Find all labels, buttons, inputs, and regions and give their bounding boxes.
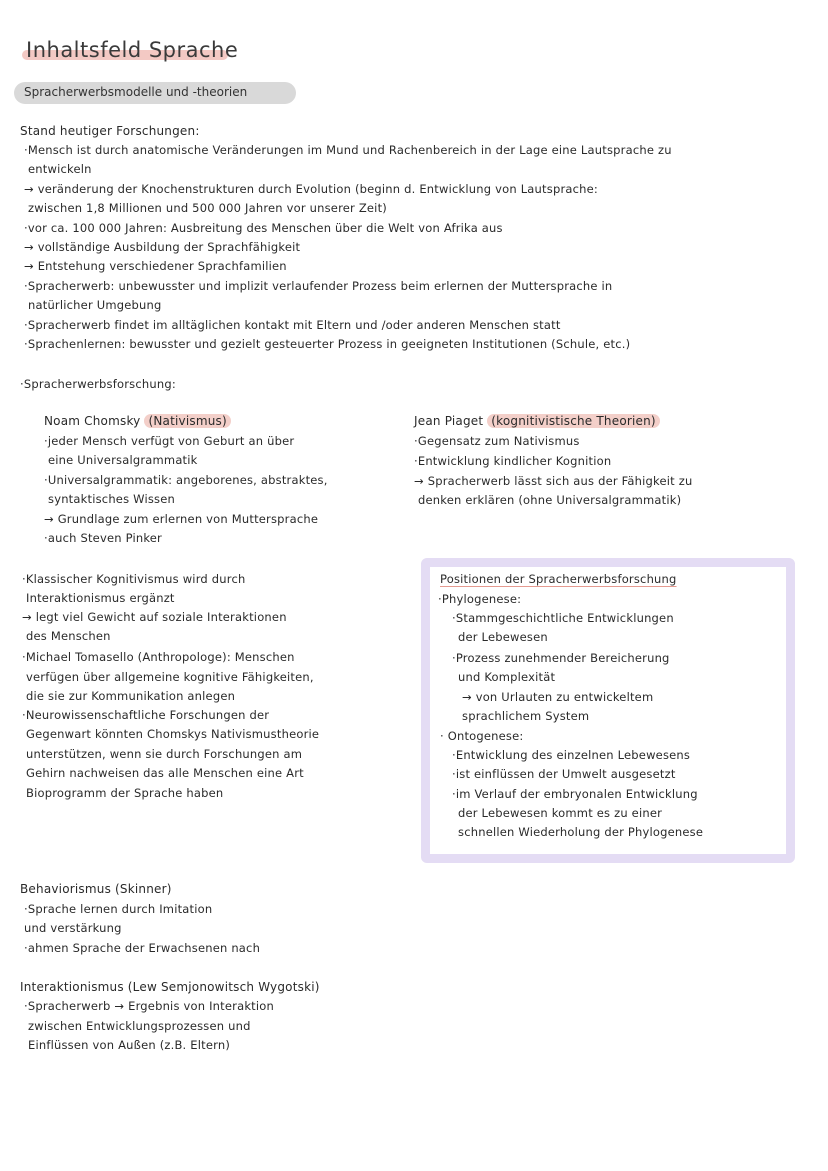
interaktionismus-heading: Interaktionismus (Lew Semjonowitsch Wygotski) bbox=[20, 980, 320, 994]
positionen-line: schnellen Wiederholung der Phylogenese bbox=[458, 825, 704, 839]
behaviorismus-line: ·ahmen Sprache der Erwachsenen nach bbox=[24, 941, 261, 955]
kognitivismus-line: des Menschen bbox=[26, 629, 111, 643]
stand-line: → vollständige Ausbildung der Sprachfähigkeit bbox=[24, 240, 301, 254]
kognitivismus-line: ·Neurowissenschaftliche Forschungen der bbox=[22, 708, 270, 722]
kognitivismus-line: Bioprogramm der Sprache haben bbox=[26, 786, 224, 800]
positionen-line: ·Prozess zunehmender Bereicherung bbox=[452, 651, 670, 665]
stand-line: ·Spracherwerb: unbewusster und implizit verlaufender Prozess beim erlernen der Muttersprache in bbox=[24, 279, 613, 293]
positionen-line: ·im Verlauf der embryonalen Entwicklung bbox=[452, 787, 698, 801]
kognitivismus-line: Gegenwart könnten Chomskys Nativismustheorie bbox=[26, 727, 320, 741]
stand-line: natürlicher Umgebung bbox=[28, 298, 162, 312]
positionen-line: ·Phylogenese: bbox=[438, 592, 522, 606]
kognitivismus-line: verfügen über allgemeine kognitive Fähigkeiten, bbox=[26, 670, 314, 684]
positionen-line: → von Urlauten zu entwickeltem bbox=[462, 690, 654, 704]
behaviorismus-line: ·Sprache lernen durch Imitation bbox=[24, 902, 213, 916]
stand-line: entwickeln bbox=[28, 162, 92, 176]
chomsky-line: eine Universalgrammatik bbox=[48, 453, 198, 467]
page-title: Inhaltsfeld Sprache bbox=[26, 38, 239, 62]
stand-line: zwischen 1,8 Millionen und 500 000 Jahren vor unserer Zeit) bbox=[28, 201, 387, 215]
subtitle: Spracherwerbsmodelle und -theorien bbox=[24, 85, 248, 99]
kognitivismus-line: Interaktionismus ergänzt bbox=[26, 591, 175, 605]
piaget-line: denken erklären (ohne Universalgrammatik) bbox=[418, 493, 682, 507]
stand-line: → Entstehung verschiedener Sprachfamilien bbox=[24, 259, 287, 273]
chomsky-line: → Grundlage zum erlernen von Muttersprache bbox=[44, 512, 319, 526]
chomsky-name: Noam Chomsky bbox=[44, 414, 141, 428]
interaktionismus-line: Einflüssen von Außen (z.B. Eltern) bbox=[28, 1038, 231, 1052]
positionen-line: der Lebewesen bbox=[458, 630, 548, 644]
positionen-line: der Lebewesen kommt es zu einer bbox=[458, 806, 663, 820]
interaktionismus-line: ·Spracherwerb → Ergebnis von Interaktion bbox=[24, 999, 275, 1013]
positionen-title: Positionen der Spracherwerbsforschung bbox=[440, 572, 677, 586]
chomsky-heading bbox=[44, 414, 231, 428]
stand-heading: Stand heutiger Forschungen: bbox=[20, 124, 200, 138]
kognitivismus-line: unterstützen, wenn sie durch Forschungen am bbox=[26, 747, 303, 761]
chomsky-tag: (Nativismus) bbox=[144, 414, 230, 428]
kognitivismus-line: die sie zur Kommunikation anlegen bbox=[26, 689, 236, 703]
positionen-line: und Komplexität bbox=[458, 670, 556, 684]
piaget-name: Jean Piaget bbox=[414, 414, 484, 428]
piaget-line: → Spracherwerb lässt sich aus der Fähigkeit zu bbox=[414, 474, 693, 488]
behaviorismus-heading: Behaviorismus (Skinner) bbox=[20, 882, 172, 896]
kognitivismus-line: Gehirn nachweisen das alle Menschen eine Art bbox=[26, 766, 304, 780]
stand-line: ·Sprachenlernen: bewusster und gezielt gesteuerter Prozess in geeigneten Institutionen (Schule, etc.) bbox=[24, 337, 631, 351]
chomsky-line: syntaktisches Wissen bbox=[48, 492, 175, 506]
piaget-line: ·Gegensatz zum Nativismus bbox=[414, 434, 580, 448]
piaget-heading bbox=[414, 414, 660, 428]
chomsky-line: ·Universalgrammatik: angeborenes, abstraktes, bbox=[44, 473, 328, 487]
piaget-tag: (kognitivistische Theorien) bbox=[487, 414, 660, 428]
behaviorismus-line: und verstärkung bbox=[24, 921, 122, 935]
piaget-line: ·Entwicklung kindlicher Kognition bbox=[414, 454, 612, 468]
chomsky-line: ·jeder Mensch verfügt von Geburt an über bbox=[44, 434, 295, 448]
forschung-heading: ·Spracherwerbsforschung: bbox=[20, 377, 176, 391]
positionen-line: · Ontogenese: bbox=[440, 729, 524, 743]
positionen-line: ·ist einflüssen der Umwelt ausgesetzt bbox=[452, 767, 676, 781]
stand-line: ·Spracherwerb findet im alltäglichen kontakt mit Eltern und /oder anderen Menschen statt bbox=[24, 318, 561, 332]
kognitivismus-line: ·Klassischer Kognitivismus wird durch bbox=[22, 572, 246, 586]
positionen-line: ·Entwicklung des einzelnen Lebewesens bbox=[452, 748, 691, 762]
positionen-line: sprachlichem System bbox=[462, 709, 590, 723]
interaktionismus-line: zwischen Entwicklungsprozessen und bbox=[28, 1019, 251, 1033]
stand-line: ·Mensch ist durch anatomische Veränderungen im Mund und Rachenbereich in der Lage eine Lautsprache zu bbox=[24, 143, 672, 157]
kognitivismus-line: → legt viel Gewicht auf soziale Interaktionen bbox=[22, 610, 287, 624]
stand-line: ·vor ca. 100 000 Jahren: Ausbreitung des Menschen über die Welt von Afrika aus bbox=[24, 221, 503, 235]
positionen-line: ·Stammgeschichtliche Entwicklungen bbox=[452, 611, 674, 625]
kognitivismus-line: ·Michael Tomasello (Anthropologe): Menschen bbox=[22, 650, 295, 664]
stand-line: → veränderung der Knochenstrukturen durch Evolution (beginn d. Entwicklung von Lautsprache: bbox=[24, 182, 598, 196]
chomsky-line: ·auch Steven Pinker bbox=[44, 531, 162, 545]
